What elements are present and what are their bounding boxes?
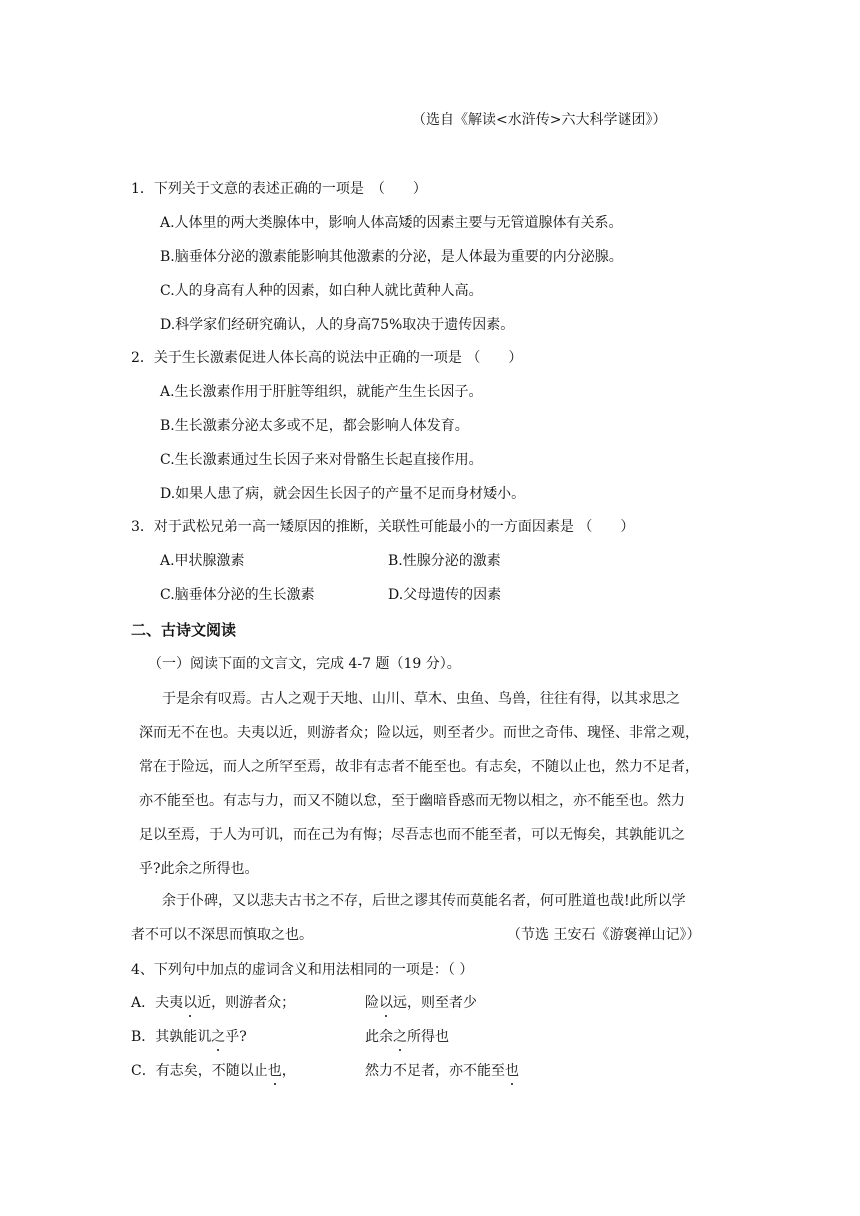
option-d: D.科学家们经研究确认，人的身高75%取决于遗传因素。 [160, 317, 515, 333]
passage-line: 乎?此余之所得也。 [139, 861, 259, 877]
option-c: C.脑垂体分泌的生长激素 [160, 587, 315, 603]
option-b-right [365, 1027, 449, 1047]
option-b: B.性腺分泌的激素 [388, 553, 501, 569]
dotted-character: 也 [505, 1063, 519, 1079]
dotted-character: 之 [393, 1029, 407, 1045]
option-text: 乎? [225, 1029, 247, 1045]
dotted-character: 也 [267, 1063, 282, 1079]
passage-line: 亦不能至也。有志与力，而又不随以怠，至于幽暗昏惑而无物以相之，亦不能至也。然力 [139, 793, 685, 809]
question-stem: 3．对于武松兄弟一高一矮原因的推断，关联性可能最小的一方面因素是 （ ） [131, 519, 635, 535]
option-text: 远，则至者少 [393, 995, 477, 1011]
option-text: 近，则游者众； [197, 995, 296, 1011]
option-c: C.人的身高有人种的因素，如白种人就比黄种人高。 [160, 283, 483, 299]
option-text: C．有志矣，不随以止 [131, 1063, 268, 1079]
option-a: A.生长激素作用于肝脏等组织，就能产生生长因子。 [160, 384, 483, 400]
passage-line: 足以至焉，于人为可讥，而在己为有悔；尽吾志也而不能至者，可以无悔矣，其孰能讥之 [139, 827, 685, 843]
option-text: ， [281, 1063, 296, 1079]
section-heading: 二、古诗文阅读 [131, 621, 237, 639]
option-text: 所得也 [407, 1029, 449, 1045]
dotted-character: 以 [379, 995, 393, 1011]
passage-line: 于是余有叹焉。古人之观于天地、山川、草木、虫鱼、鸟兽，往往有得，以其求思之 [162, 691, 680, 707]
option-c-left [131, 1061, 296, 1081]
option-a-right [365, 993, 477, 1013]
option-text: 险 [365, 995, 379, 1011]
option-b-left [131, 1027, 247, 1047]
option-a: A.人体里的两大类腺体中，影响人体高矮的因素主要与无管道腺体有关系。 [160, 215, 623, 231]
section-instruction: （一）阅读下面的文言文，完成 4-7 题（19 分）。 [148, 656, 461, 672]
option-d: D.父母遗传的因素 [388, 587, 502, 603]
option-d: D.如果人患了病，就会因生长因子的产量不足而身材矮小。 [160, 486, 526, 502]
option-text: 然力不足者，亦不能至 [365, 1063, 505, 1079]
option-b: B.脑垂体分泌的激素能影响其他激素的分泌，是人体最为重要的内分泌腺。 [160, 249, 623, 265]
question-stem: 1．下列关于文意的表述正确的一项是 （ ） [131, 181, 427, 197]
dotted-character: 以 [183, 995, 198, 1011]
passage-line: 余于仆碑，又以悲夫古书之不存，后世之谬其传而莫能名者，何可胜道也哉!此所以学 [162, 893, 686, 909]
option-a: A.甲状腺激素 [160, 553, 245, 569]
option-c: C.生长激素通过生长因子来对骨骼生长起直接作用。 [160, 452, 483, 468]
question-stem: 4、下列句中加点的虚词含义和用法相同的一项是：（ ） [131, 962, 474, 978]
option-b: B.生长激素分泌太多或不足，都会影响人体发育。 [160, 418, 469, 434]
passage-line: 常在于险远，而人之所罕至焉，故非有志者不能至也。有志矣，不随以止也，然力不足者， [139, 759, 699, 775]
option-text: A．夫夷 [131, 995, 184, 1011]
option-text: B．其孰能讥 [131, 1029, 212, 1045]
source-note: （选自《解读<水浒传>六大科学谜团》） [412, 112, 667, 128]
passage-line: 深而无不在也。夫夷以近，则游者众；险以远，则至者少。而世之奇伟、瑰怪、非常之观， [139, 725, 699, 741]
question-stem: 2．关于生长激素促进人体长高的说法中正确的一项是 （ ） [131, 350, 523, 366]
option-text: 此余 [365, 1029, 393, 1045]
passage-line: 者不可以不深思而慎取之也。 [131, 927, 313, 943]
option-c-right [365, 1061, 519, 1081]
dotted-character: 之 [211, 1029, 226, 1045]
option-a-left [131, 993, 295, 1013]
passage-source: （节选 王安石《游褒禅山记》） [507, 927, 701, 943]
